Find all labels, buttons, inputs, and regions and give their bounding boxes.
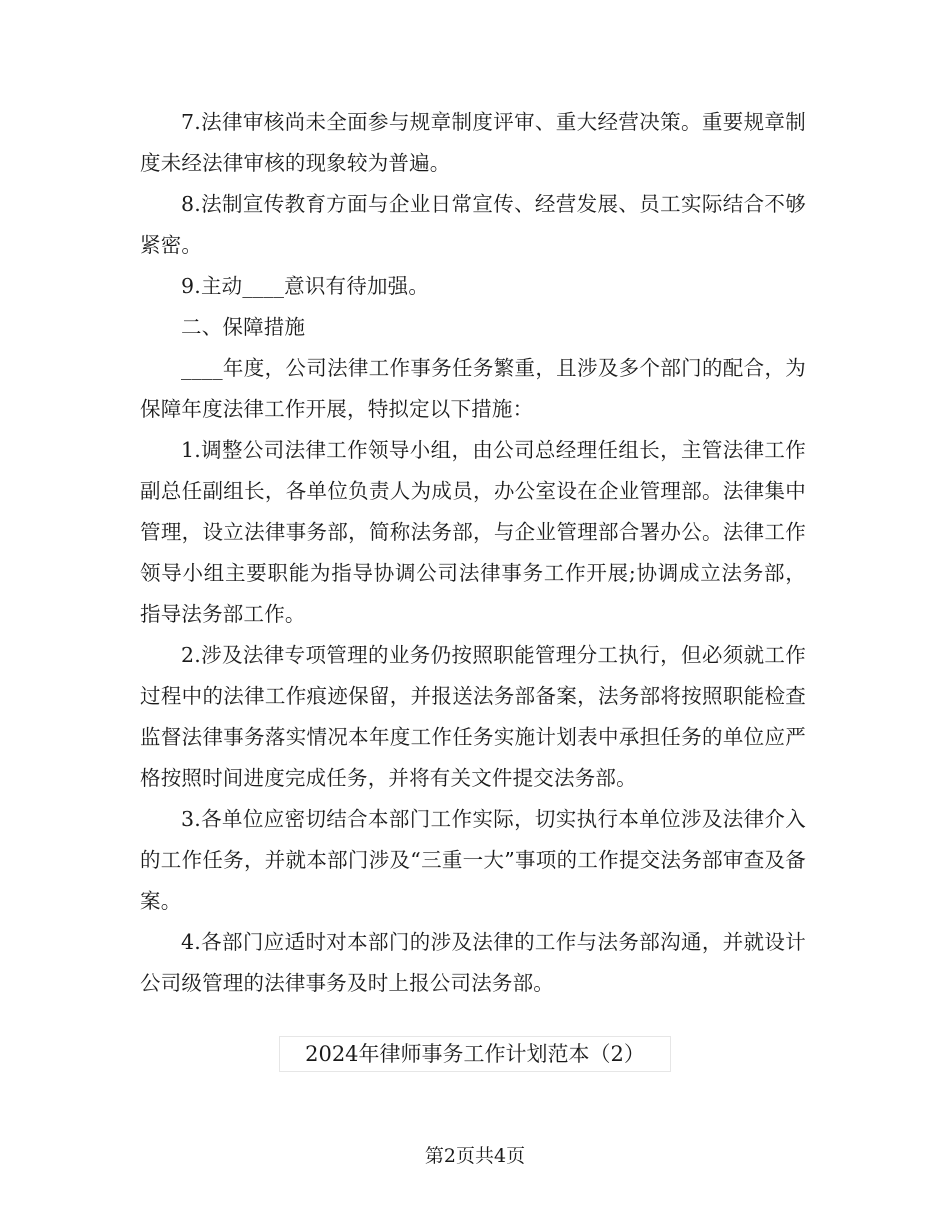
paragraph-measure-1: 1.调整公司法律工作领导小组，由公司总经理任组长，主管法律工作副总任副组长，各单位负责人为成员，办公室设在企业管理部。法律集中管理，设立法律事务部，简称法务部，与企业管理部合署办公。法律工作领导小组主要职能为指导协调公司法律事务工作开展;协调成立法务部，指导法务部工作。 (140, 438, 806, 626)
paragraph-item-7: 7.法律审核尚未全面参与规章制度评审、重大经营决策。重要规章制度未经法律审核的现象较为普遍。 (140, 110, 806, 175)
paragraph-measure-2: 2.涉及法律专项管理的业务仍按照职能管理分工执行，但必须就工作过程中的法律工作痕迹保留，并报送法务部备案，法务部将按照职能检查监督法律事务落实情况本年度工作任务实施计划表中承担任务的单位应严格按照时间进度完成任务，并将有关文件提交法务部。 (140, 643, 806, 790)
page-number-footer: 第2页共4页 (424, 1145, 526, 1167)
section-title-safeguards: 二、保障措施 (181, 315, 306, 339)
paragraph-item-8: 8.法制宣传教育方面与企业日常宣传、经营发展、员工实际结合不够紧密。 (140, 192, 806, 257)
paragraph-item-9: 9.主动____意识有待加强。 (181, 274, 430, 298)
document-section-heading: 2024年律师事务工作计划范本（2） (279, 1036, 671, 1072)
paragraph-measure-3: 3.各单位应密切结合本部门工作实际，切实执行本单位涉及法律介入的工作任务，并就本部门涉及“三重一大”事项的工作提交法务部审查及备案。 (140, 807, 806, 913)
body-text (140, 102, 806, 1004)
paragraph-measure-4: 4.各部门应适时对本部门的涉及法律的工作与法务部沟通，并就设计公司级管理的法律事务及时上报公司法务部。 (140, 930, 806, 995)
paragraph-intro: ____年度，公司法律工作事务任务繁重，且涉及多个部门的配合，为保障年度法律工作开展，特拟定以下措施： (140, 356, 806, 421)
